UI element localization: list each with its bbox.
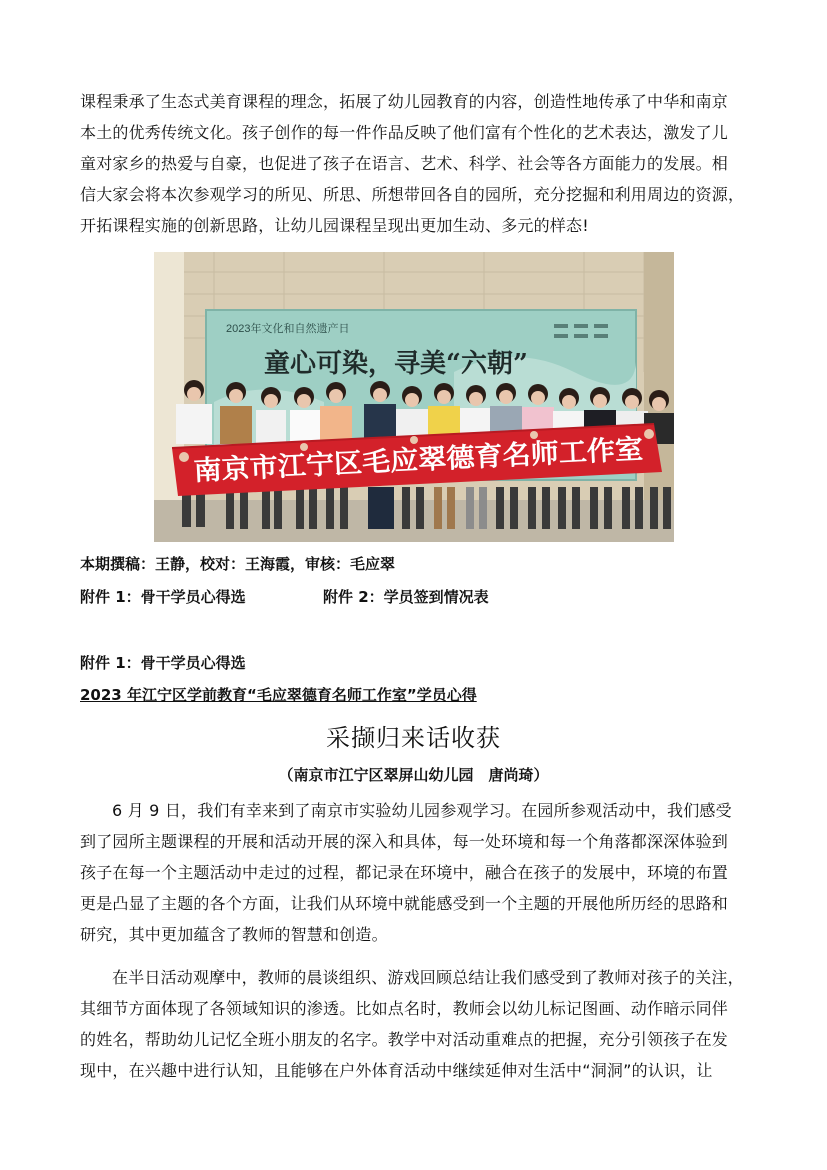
credits-line: 本期撰稿：王静，校对：王海霞，审核：毛应翠 (80, 555, 396, 573)
paragraph-line: 其细节方面体现了各领域知识的渗透。比如点名时，教师会以幼儿标记图画、动作暗示同伴 (80, 999, 729, 1018)
paragraph-line: 到了园所主题课程的开展和活动开展的深入和具体，每一处环境和每一个角落都深深体验到 (80, 832, 729, 851)
paragraph-line: 研究，其中更加蕴含了教师的智慧和创造。 (80, 925, 388, 944)
backdrop-headline: 童心可染，寻美“六朝” (264, 349, 528, 379)
intro-line: 本土的优秀传统文化。孩子创作的每一件作品反映了他们富有个性化的艺术表达，激发了儿 (80, 123, 729, 142)
intro-line: 开拓课程实施的创新思路，让幼儿园课程呈现出更加生动、多元的样态! (80, 216, 589, 235)
intro-paragraph (80, 86, 750, 241)
paragraph-line: 6 月 9 日，我们有幸来到了南京市实验幼儿园参观学习。在园所参观活动中，我们感受 (112, 801, 732, 820)
attachment-link-1: 附件 1：骨干学员心得选 (80, 588, 246, 606)
paragraph-line: 的姓名，帮助幼儿记忆全班小朋友的名字。教学中对活动重难点的把握，充分引领孩子在发 (80, 1030, 729, 1049)
essay-author: （南京市江宁区翠屏山幼儿园 唐尚琦） (278, 766, 549, 784)
group-photo (154, 252, 674, 542)
attachment-link-2: 附件 2：学员签到情况表 (323, 588, 489, 606)
intro-line: 信大家会将本次参观学习的所见、所思、所想带回各自的园所，充分挖掘和利用周边的资源， (80, 185, 745, 204)
paragraph-line: 在半日活动观摩中，教师的晨谈组织、游戏回顾总结让我们感受到了教师对孩子的关注， (112, 968, 744, 987)
essay-paragraph-1 (80, 795, 750, 950)
section-title: 2023 年江宁区学前教育“毛应翠德育名师工作室”学员心得 (80, 686, 477, 704)
backdrop-small-text: 2023年文化和自然遗产日 (226, 323, 350, 335)
essay-paragraph-2 (80, 962, 750, 1086)
paragraph-line: 孩子在每一个主题活动中走过的过程，都记录在环境中，融合在孩子的发展中，环境的布置 (80, 863, 729, 882)
paragraph-line: 更是凸显了主题的各个方面，让我们从环境中就能感受到一个主题的开展他所历经的思路和 (80, 894, 729, 913)
banner-text: 南京市江宁区毛应翠德育名师工作室 (192, 434, 626, 487)
intro-line: 童对家乡的热爱与自豪，也促进了孩子在语言、艺术、科学、社会等各方面能力的发展。相 (80, 154, 729, 173)
attachment-heading: 附件 1：骨干学员心得选 (80, 654, 246, 672)
essay-title: 采撷归来话收获 (326, 724, 501, 752)
paragraph-line: 现中，在兴趣中进行认知，且能够在户外体育活动中继续延伸对生活中“洞洞”的认识，让 (80, 1061, 713, 1080)
intro-line: 课程秉承了生态式美育课程的理念，拓展了幼儿园教育的内容，创造性地传承了中华和南京 (80, 92, 729, 111)
attachments-row (80, 586, 740, 607)
